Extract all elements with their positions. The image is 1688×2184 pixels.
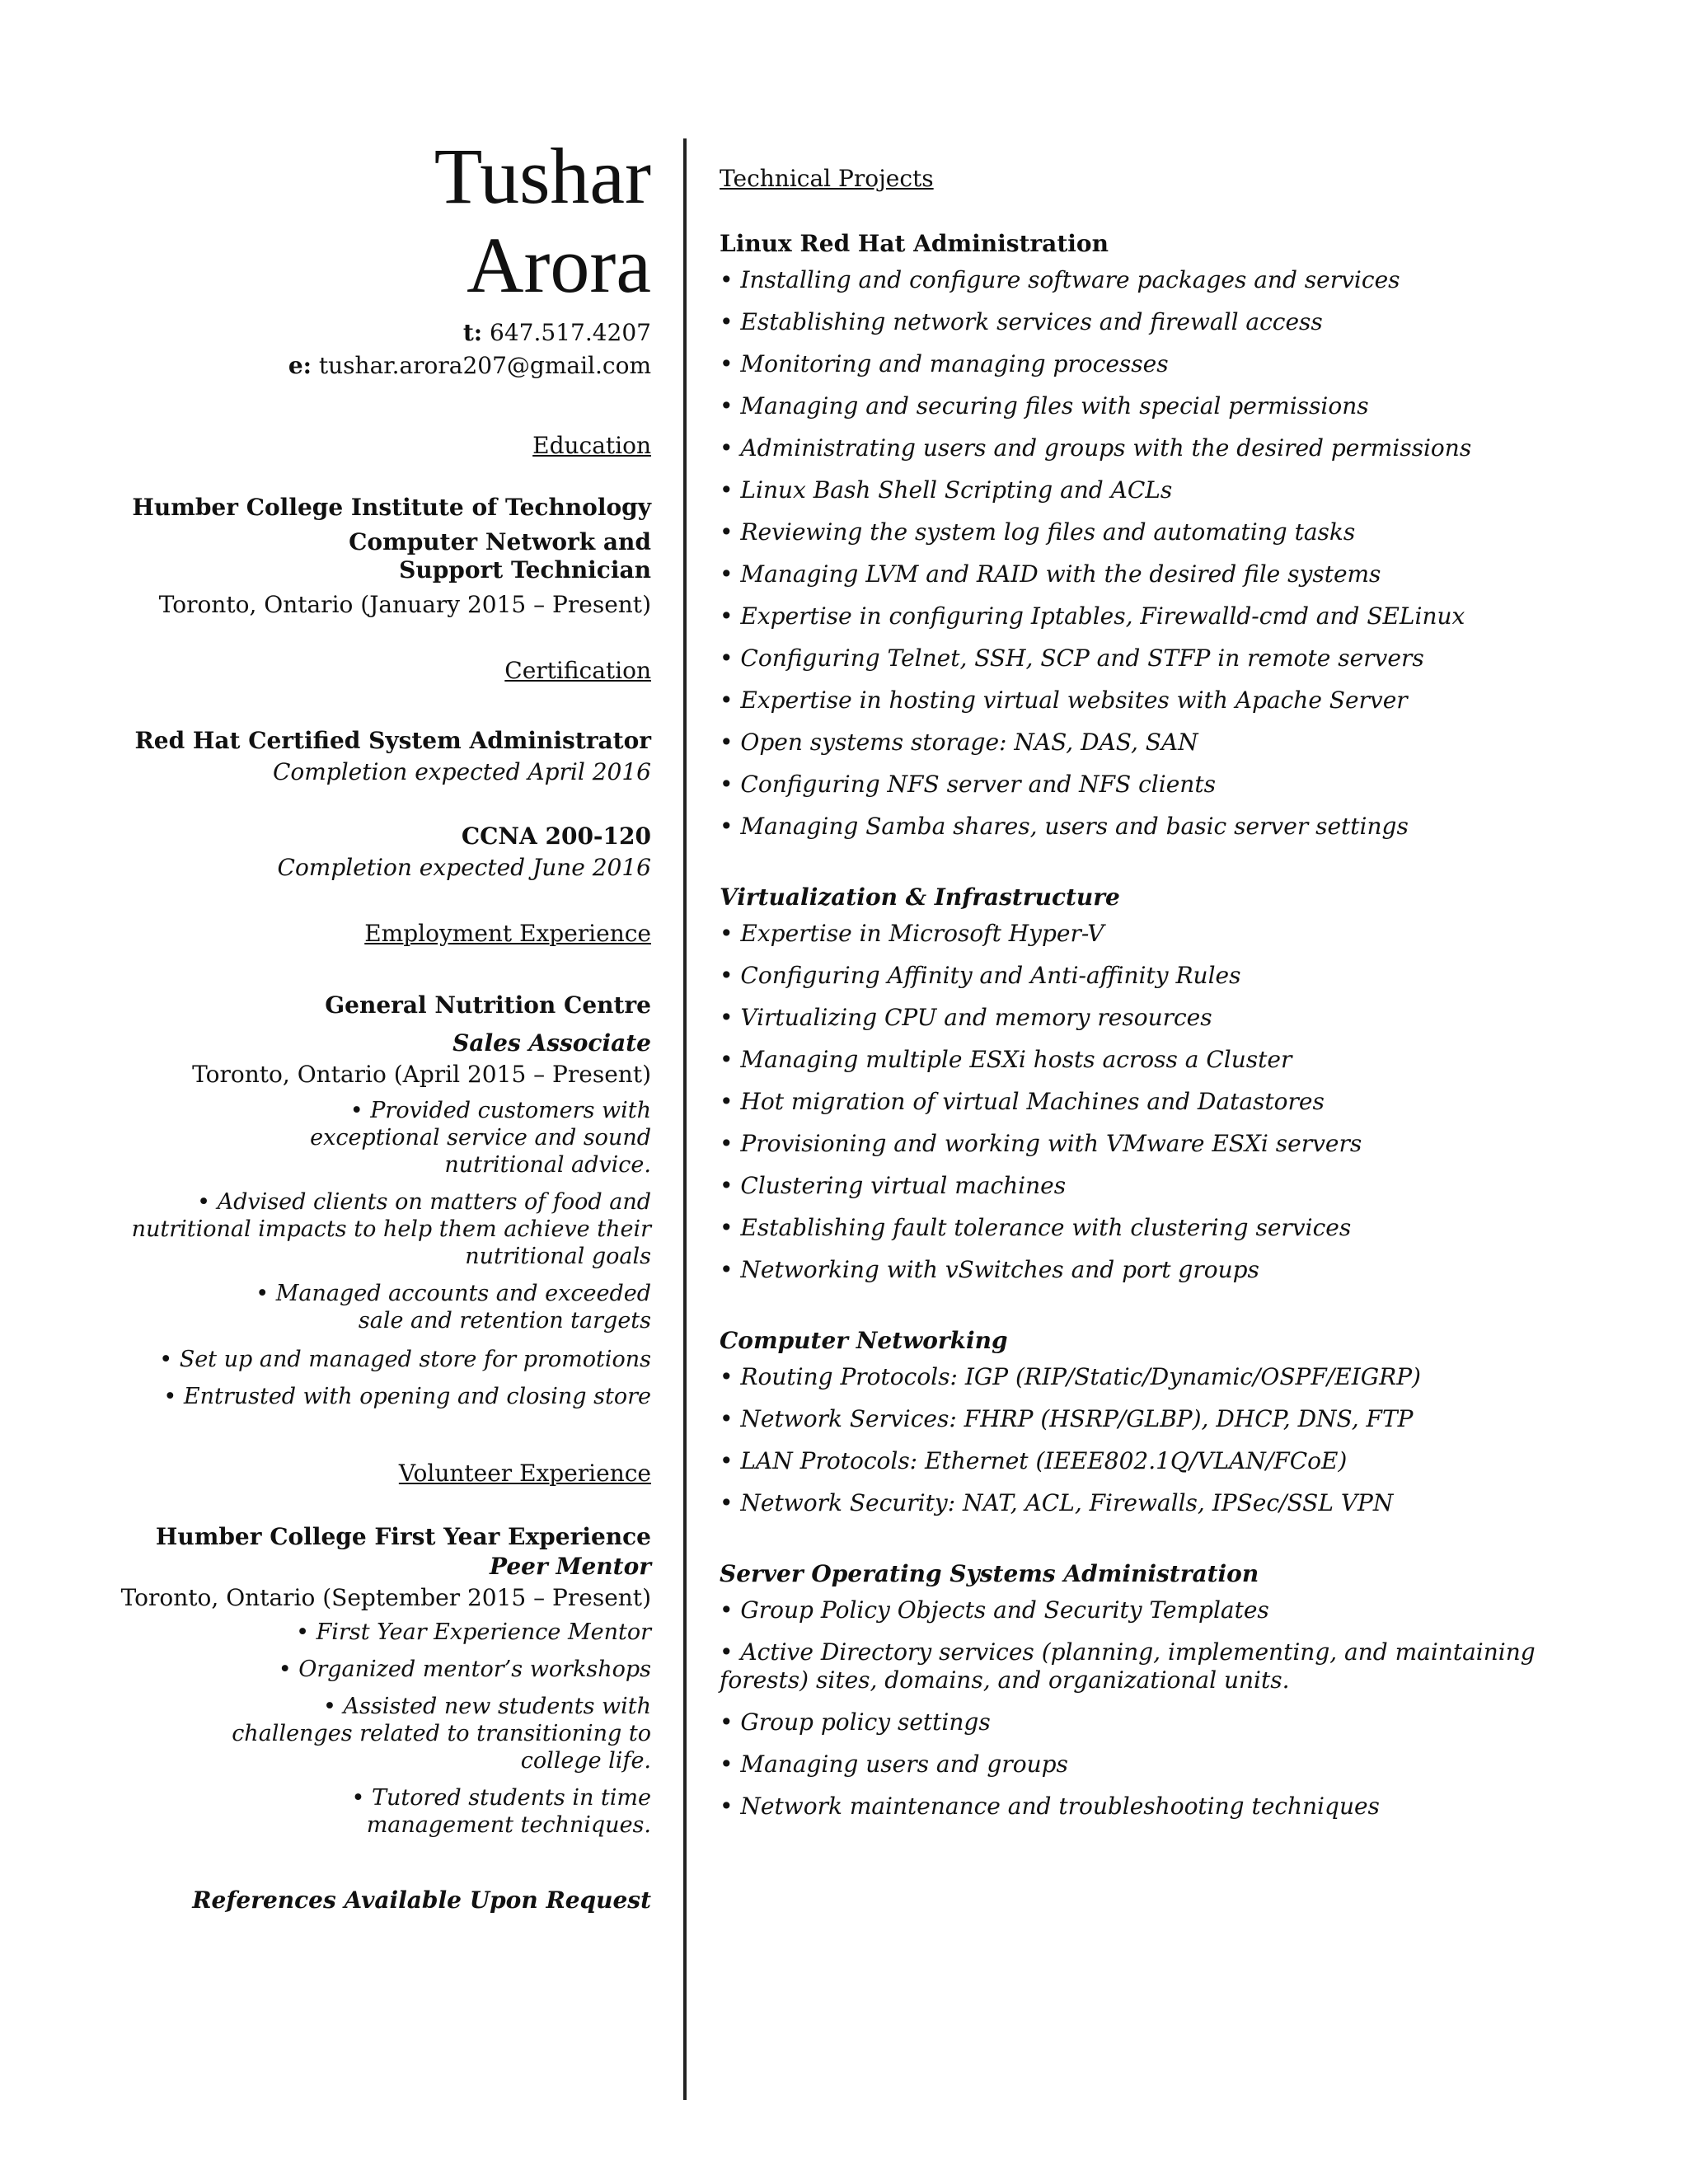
cert-title: Red Hat Certified System Administrator <box>134 727 651 754</box>
volunteer-bullet: • Assisted new students with challenges related to transitioning to college life. <box>232 1694 651 1774</box>
list-item: • Monitoring and managing processes <box>720 350 1169 377</box>
left-column <box>107 132 651 1914</box>
project-group-title: Linux Red Hat Administration <box>720 230 1109 257</box>
employment-role: Sales Associate <box>452 1029 651 1057</box>
project-list <box>720 1363 1593 1517</box>
list-item: • Establishing fault tolerance with clustering services <box>720 1214 1352 1241</box>
list-item: • Managing and securing files with special permissions <box>720 392 1369 419</box>
list-item: • Administrating users and groups with the desired permissions <box>720 434 1472 462</box>
list-item: • Installing and configure software packages and services <box>720 266 1400 293</box>
education-institution: Humber College Institute of Technology <box>132 494 651 521</box>
list-item: • Active Directory services (planning, implementing, and maintaining forests) sites, domains, and organizational units. <box>720 1638 1536 1694</box>
list-item: • Routing Protocols: IGP (RIP/Static/Dynamic/OSPF/EIGRP) <box>720 1363 1421 1390</box>
list-item: • Managing LVM and RAID with the desired file systems <box>720 560 1381 588</box>
education-program: Computer Network and Support Technician <box>349 528 651 583</box>
column-divider <box>683 138 687 2100</box>
list-item: • Configuring NFS server and NFS clients <box>720 771 1216 798</box>
volunteer-bullet: • First Year Experience Mentor <box>296 1619 651 1645</box>
employment-bullet: • Set up and managed store for promotions <box>159 1347 651 1372</box>
list-item: • Establishing network services and firewall access <box>720 308 1323 335</box>
volunteer-organization: Humber College First Year Experience <box>155 1523 651 1550</box>
volunteer-location-dates: Toronto, Ontario (September 2015 – Present) <box>120 1584 651 1611</box>
project-group-networking <box>720 1324 1593 1517</box>
education-section <box>107 432 651 621</box>
project-list <box>720 1596 1593 1821</box>
education-heading: Education <box>532 432 651 459</box>
name-last: Arora <box>467 221 651 309</box>
list-item: • Managing Samba shares, users and basic server settings <box>720 813 1409 840</box>
email-label: e: <box>288 352 312 379</box>
list-item: • Expertise in configuring Iptables, Firewalld-cmd and SELinux <box>720 602 1465 630</box>
email-line <box>107 349 651 382</box>
education-location-dates: Toronto, Ontario (January 2015 – Present) <box>158 591 651 618</box>
list-item: • Linux Bash Shell Scripting and ACLs <box>720 476 1173 504</box>
project-group-title: Virtualization & Infrastructure <box>720 883 1120 911</box>
list-item: • Network Services: FHRP (HSRP/GLBP), DHCP, DNS, FTP <box>720 1405 1414 1432</box>
volunteer-bullet: • Tutored students in time management techniques. <box>351 1785 651 1838</box>
employer-name: General Nutrition Centre <box>325 991 651 1019</box>
list-item: • Configuring Affinity and Anti-affinity Rules <box>720 962 1241 989</box>
list-item: • Virtualizing CPU and memory resources <box>720 1004 1212 1031</box>
list-item: • Expertise in Microsoft Hyper-V <box>720 920 1104 947</box>
employment-heading: Employment Experience <box>364 920 651 947</box>
phone-label: t: <box>462 319 483 346</box>
list-item: • Configuring Telnet, SSH, SCP and STFP in remote servers <box>720 644 1424 672</box>
project-group-server-os <box>720 1557 1593 1821</box>
phone-line <box>107 316 651 349</box>
volunteer-bullet: • Organized mentor’s workshops <box>278 1657 651 1682</box>
list-item: • Group Policy Objects and Security Templates <box>720 1596 1269 1624</box>
cert-title: CCNA 200-120 <box>461 823 651 850</box>
volunteer-heading: Volunteer Experience <box>398 1460 651 1487</box>
list-item: • Clustering virtual machines <box>720 1172 1067 1199</box>
list-item: • Networking with vSwitches and port groups <box>720 1256 1259 1283</box>
technical-projects-heading: Technical Projects <box>720 165 934 192</box>
contact-block <box>107 316 651 382</box>
project-list <box>720 920 1593 1284</box>
project-list <box>720 266 1593 841</box>
project-group-title: Server Operating Systems Administration <box>720 1560 1259 1587</box>
project-group-title: Computer Networking <box>720 1327 1008 1354</box>
project-group-linux <box>720 227 1593 841</box>
list-item: • Expertise in hosting virtual websites with Apache Server <box>720 687 1408 714</box>
employment-bullet: • Provided customers with exceptional service and sound nutritional advice. <box>310 1098 651 1178</box>
email-address: tushar.arora207@gmail.com <box>318 352 651 379</box>
employment-location-dates: Toronto, Ontario (April 2015 – Present) <box>192 1061 651 1088</box>
certification-section <box>107 657 651 885</box>
list-item: • Hot migration of virtual Machines and Datastores <box>720 1088 1325 1115</box>
references-note: References Available Upon Request <box>192 1886 651 1914</box>
employment-bullet: • Entrusted with opening and closing store <box>163 1384 651 1409</box>
list-item: • Open systems storage: NAS, DAS, SAN <box>720 729 1198 756</box>
employment-bullet: • Managed accounts and exceeded sale and retention targets <box>256 1281 651 1333</box>
list-item: • Provisioning and working with VMware ESXi servers <box>720 1130 1362 1157</box>
list-item: • Managing multiple ESXi hosts across a Cluster <box>720 1046 1292 1073</box>
name-first: Tushar <box>434 132 651 220</box>
list-item: • Reviewing the system log files and automating tasks <box>720 518 1356 546</box>
list-item: • Network Security: NAT, ACL, Firewalls, IPSec/SSL VPN <box>720 1489 1394 1516</box>
volunteer-role: Peer Mentor <box>490 1553 651 1580</box>
volunteer-section <box>107 1460 651 1839</box>
cert-note: Completion expected June 2016 <box>277 854 651 881</box>
list-item: • Group policy settings <box>720 1708 991 1736</box>
list-item: • Network maintenance and troubleshooting techniques <box>720 1793 1380 1820</box>
list-item: • Managing users and groups <box>720 1750 1068 1778</box>
project-group-virtualization <box>720 880 1593 1284</box>
list-item: • LAN Protocols: Ethernet (IEEE802.1Q/VLAN/FCoE) <box>720 1447 1348 1474</box>
phone-number: 647.517.4207 <box>490 319 651 346</box>
right-column <box>720 165 1593 1860</box>
cert-note: Completion expected April 2016 <box>272 758 651 785</box>
certification-heading: Certification <box>504 657 651 684</box>
employment-bullet: • Advised clients on matters of food and nutritional impacts to help them achieve their nutritional goals <box>131 1189 651 1269</box>
employment-section <box>107 920 651 1410</box>
